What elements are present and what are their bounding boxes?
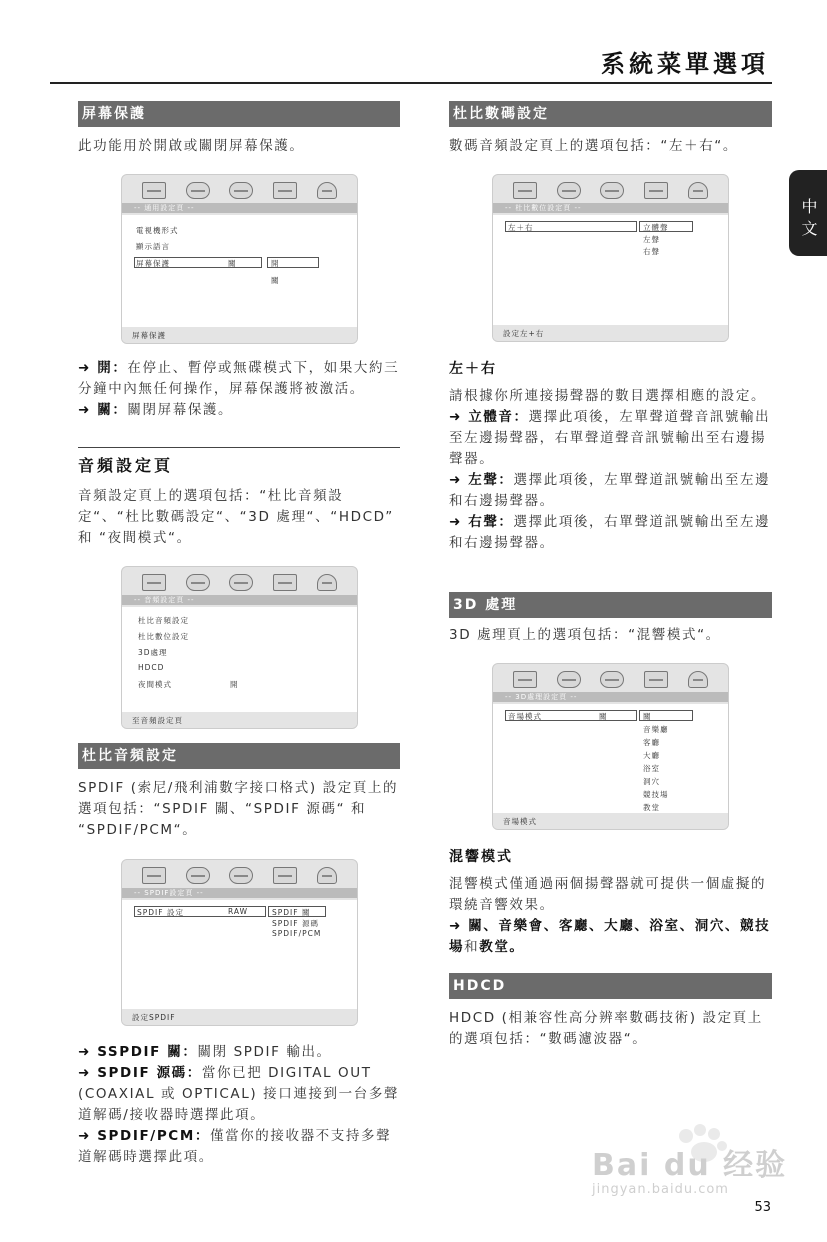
video-icon bbox=[273, 867, 297, 884]
tv-icon bbox=[142, 574, 166, 591]
osd-icon-row bbox=[122, 864, 357, 886]
bullet-on: ➜ 開：在停止、暫停或無碟模式下，如果大約三分鐘中內無任何操作，屏幕保護將被激活。 bbox=[78, 360, 400, 397]
tv-icon bbox=[142, 867, 166, 884]
osd-option: 競技場 bbox=[643, 790, 669, 799]
speaker-icon bbox=[600, 182, 624, 199]
audio-icon bbox=[186, 867, 210, 884]
osd-stripe: -- 通用設定頁 -- bbox=[122, 203, 357, 213]
osd-option: 洞穴 bbox=[643, 777, 660, 786]
osd-item: 顯示語言 bbox=[136, 242, 170, 251]
osd-icon-row bbox=[493, 179, 728, 201]
osd-option: SPDIF 源碼 bbox=[272, 919, 319, 928]
osd-current-value: 關 bbox=[599, 712, 608, 721]
screensaver-intro: 此功能用於開啟或關閉屏幕保護。 bbox=[78, 138, 305, 154]
reverb-body bbox=[449, 874, 772, 958]
osd-option: 關 bbox=[271, 276, 280, 285]
left-right-description: 請根據你所連接揚聲器的數目選擇相應的設定。 bbox=[449, 388, 767, 404]
osd-item: 杜比音頻設定 bbox=[138, 616, 189, 625]
tv-icon bbox=[142, 182, 166, 199]
bullet-left: ➜ 左聲：選擇此項後，左單聲道訊號輸出至左邊和右邊揚聲器。 bbox=[449, 472, 771, 509]
speaker-icon bbox=[229, 182, 253, 199]
hdcd-intro: HDCD (相兼容性高分辨率數碼技術) 設定頁上的選項包括：“數碼濾波器“。 bbox=[449, 1010, 763, 1047]
osd-body bbox=[493, 704, 728, 813]
section-bar-hdcd: HDCD bbox=[449, 973, 772, 999]
video-icon bbox=[644, 671, 668, 688]
title-rule bbox=[50, 82, 772, 84]
audio-icon bbox=[186, 182, 210, 199]
osd-body bbox=[493, 215, 728, 325]
section-rule bbox=[78, 447, 400, 448]
osd-item: 3D處理 bbox=[138, 648, 168, 657]
speaker-icon bbox=[229, 574, 253, 591]
bullet-spdif-raw: ➜ SPDIF 源碼：當你已把 DIGITAL OUT (COAXIAL 或 OPTICAL) 接口連接到一台多聲道解碼/接收器時選擇此項。 bbox=[78, 1065, 400, 1123]
osd-option: 音樂廳 bbox=[643, 725, 669, 734]
3d-intro: 3D 處理頁上的選項包括：“混響模式“。 bbox=[449, 627, 721, 643]
dolby-digital-intro: 數碼音頻設定頁上的選項包括：“左＋右“。 bbox=[449, 138, 738, 154]
tv-icon bbox=[513, 671, 537, 688]
reverb-description: 混響模式僅通過兩個揚聲器就可提供一個虛擬的環繞音響效果。 bbox=[449, 876, 767, 913]
left-right-subheading: 左＋右 bbox=[449, 361, 497, 377]
audio-icon bbox=[557, 182, 581, 199]
osd-option: 關 bbox=[643, 712, 652, 721]
osd-option: 開 bbox=[271, 259, 280, 268]
osd-current-value: 開 bbox=[230, 680, 239, 689]
section-bar-dolby-digital: 杜比數碼設定 bbox=[449, 101, 772, 127]
reverb-subheading: 混響模式 bbox=[449, 849, 513, 865]
osd-stripe: -- 音頻設定頁 -- bbox=[122, 595, 357, 605]
bullet-spdif-off: ➜ SSPDIF 關：關閉 SPDIF 輸出。 bbox=[78, 1044, 332, 1060]
page-number: 53 bbox=[754, 1200, 771, 1215]
spdif-bullets bbox=[78, 1042, 400, 1168]
osd-body bbox=[122, 215, 357, 327]
osd-option: 教堂 bbox=[643, 803, 660, 812]
video-icon bbox=[644, 182, 668, 199]
dolby-audio-intro: SPDIF (索尼/飛利浦數字接口格式) 設定頁上的選項包括：“SPDIF 關、“SPDIF 源碼“ 和 “SPDIF/PCM“。 bbox=[78, 780, 399, 838]
osd-3d-processing bbox=[492, 663, 729, 830]
osd-option: 立體聲 bbox=[643, 223, 669, 232]
osd-spdif bbox=[121, 859, 358, 1026]
tv-icon bbox=[513, 182, 537, 199]
video-icon bbox=[273, 182, 297, 199]
osd-current-value: 關 bbox=[228, 259, 237, 268]
page-title: 系統菜單選項 bbox=[601, 50, 769, 78]
osd-option: 大廳 bbox=[643, 751, 660, 760]
lock-icon bbox=[317, 574, 337, 591]
bullet-right: ➜ 右聲：選擇此項後，右單聲道訊號輸出至左邊和右邊揚聲器。 bbox=[449, 514, 771, 551]
osd-item: 杜比數位設定 bbox=[138, 632, 189, 641]
osd-footer: 設定SPDIF bbox=[122, 1009, 357, 1026]
reverb-options: ➜ 關、音樂會、客廳、大廳、浴室、洞穴、競技場和教堂。 bbox=[449, 918, 771, 955]
osd-footer: 音場模式 bbox=[493, 813, 728, 830]
speaker-icon bbox=[600, 671, 624, 688]
audio-intro: 音頻設定頁上的選項包括：“杜比音頻設定“、“杜比數碼設定“、“3D 處理“、“HDCD” 和 “夜間模式“。 bbox=[78, 488, 394, 546]
audio-heading: 音頻設定頁 bbox=[78, 456, 174, 475]
osd-item: 音場模式 bbox=[508, 712, 542, 721]
watermark-brand: Bai du 经验 bbox=[592, 1148, 788, 1183]
osd-footer: 屏幕保護 bbox=[122, 327, 357, 344]
osd-icon-row bbox=[122, 571, 357, 593]
section-bar-dolby-audio: 杜比音頻設定 bbox=[78, 743, 400, 769]
lock-icon bbox=[317, 867, 337, 884]
bullet-off: ➜ 關：關閉屏幕保護。 bbox=[78, 402, 234, 418]
osd-body bbox=[122, 607, 357, 712]
osd-footer: 設定左+右 bbox=[493, 325, 728, 342]
lock-icon bbox=[688, 182, 708, 199]
audio-icon bbox=[186, 574, 210, 591]
watermark-url: jingyan.baidu.com bbox=[592, 1182, 729, 1197]
osd-option: 右聲 bbox=[643, 247, 660, 256]
osd-option: 客廳 bbox=[643, 738, 660, 747]
osd-dolby-digital bbox=[492, 174, 729, 342]
bullet-spdif-pcm: ➜ SPDIF/PCM：僅當你的接收器不支持多聲道解碼時選擇此項。 bbox=[78, 1128, 392, 1165]
section-bar-screensaver: 屏幕保護 bbox=[78, 101, 400, 127]
osd-body bbox=[122, 900, 357, 1009]
section-bar-3d: 3D 處理 bbox=[449, 592, 772, 618]
audio-icon bbox=[557, 671, 581, 688]
osd-stripe: -- SPDIF設定頁 -- bbox=[122, 888, 357, 898]
osd-icon-row bbox=[493, 668, 728, 690]
osd-item: 夜間模式 bbox=[138, 680, 172, 689]
osd-icon-row bbox=[122, 179, 357, 201]
osd-item: HDCD bbox=[138, 663, 165, 672]
lock-icon bbox=[317, 182, 337, 199]
osd-option: SPDIF/PCM bbox=[272, 929, 322, 938]
osd-stripe: -- 3D處理設定頁 -- bbox=[493, 692, 728, 702]
osd-audio-setup bbox=[121, 566, 358, 729]
lock-icon bbox=[688, 671, 708, 688]
osd-stripe: -- 杜比數位設定頁 -- bbox=[493, 203, 728, 213]
screensaver-bullets bbox=[78, 358, 400, 421]
language-tab: 中文 bbox=[789, 170, 827, 256]
dolby-digital-body bbox=[449, 386, 772, 554]
osd-option: SPDIF 關 bbox=[272, 908, 311, 917]
osd-item: SPDIF 設定 bbox=[137, 908, 184, 917]
osd-option: 浴室 bbox=[643, 764, 660, 773]
osd-item: 屏幕保護 bbox=[136, 259, 170, 268]
osd-current-value: RAW bbox=[228, 907, 249, 916]
bullet-stereo: ➜ 立體音：選擇此項後，左單聲道聲音訊號輸出至左邊揚聲器，右單聲道聲音訊號輸出至右邊揚聲器。 bbox=[449, 409, 771, 467]
osd-footer: 至音頻設定頁 bbox=[122, 712, 357, 729]
osd-item: 左＋右 bbox=[508, 223, 534, 232]
speaker-icon bbox=[229, 867, 253, 884]
video-icon bbox=[273, 574, 297, 591]
osd-option: 左聲 bbox=[643, 235, 660, 244]
osd-screensaver bbox=[121, 174, 358, 344]
osd-item: 電視機形式 bbox=[136, 226, 179, 235]
